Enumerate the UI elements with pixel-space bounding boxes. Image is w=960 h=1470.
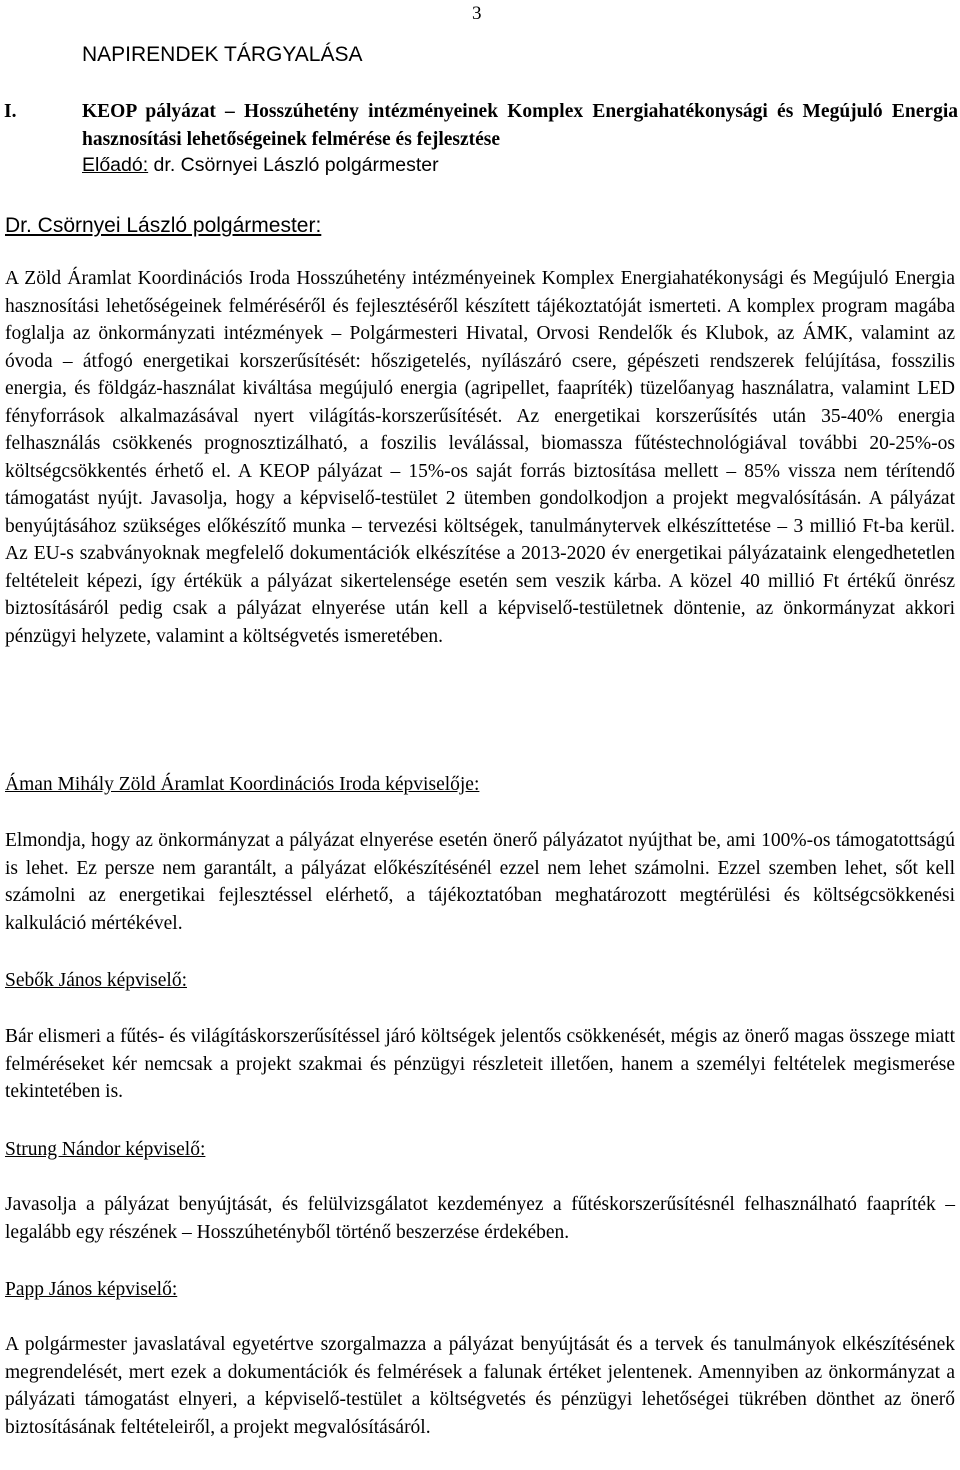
speaker-name: Strung Nándor képviselő:	[5, 1139, 206, 1160]
speaker-name: Sebők János képviselő:	[5, 970, 187, 991]
speaker-name: Dr. Csörnyei László polgármester:	[5, 214, 322, 237]
page-number: 3	[472, 3, 482, 24]
speech-paragraph: Elmondja, hogy az önkormányzat a pályázat elnyerése esetén önerő pályázatot nyújthat be, ami 100%-os támogatottságú is lehet. Ez persze nem garantált, a pályázat előkészítésénél ezzel nem lehet számolni. Ezzel szemben lehet, sőt kell számolni az energetikai fejlesztéssel elérhető, a tájékoztatóban meghatározott megtérülési és költségcsökkenési kalkuláció mértékével.	[5, 830, 955, 934]
speech-paragraph: A polgármester javaslatával egyetértve szorgalmazza a pályázat benyújtását és a tervek és tanulmányok elkészítésének megrendelését, mert ezek a dokumentációk és felmérések a falunak értéket jelentenek. Amennyiben az önkormányzat a pályázati támogatást elnyeri, a képviselő-testület a költségvetés és pénzügyi lehetőségei tükrében dönthet az önerő biztosításának feltételeiről, a projekt megvalósításáról.	[5, 1334, 955, 1438]
speech-paragraph: A Zöld Áramlat Koordinációs Iroda Hosszúhetény intézményeinek Komplex Energiahatékonysági és Megújuló Energia hasznosítási lehetőségeinek felméréséről és fejlesztéséről készített tájékoztatóját ismerteti. A komplex program magába foglalja az önkormányzati intézmények – Polgármesteri Hivatal, Orvosi Rendelők és Klubok, az ÁMK, valamint az óvoda – átfogó energetikai korszerűsítését: hőszigetelés, nyílászáró csere, gépészeti rendszerek felújítása, fosszilis energia, és földgáz-használat kiváltása megújuló energia (agripellet, faapríték) tüzelőanyag használatra, valamint LED fényforrások alkalmazásával nyert világítás-korszerűsítését. Az energetikai korszerűsítés után 35-40% energia felhasználás csökkenés prognosztizálható, a foszilis leválással, biomassza fűtéstechnológiával további 20-25%-os költségcsökkentés érhető el. A KEOP pályázat – 15%-os saját forrás biztosítása mellett – 85% vissza nem térítendő támogatást nyújt. Javasolja, hogy a képviselő-testület 2 ütemben gondolkodjon a projekt megvalósításán. A pályázat benyújtásához szükséges előkészítő munka – tervezési költségek, tanulmánytervek elkészíttetése – 3 millió Ft-ba kerül. Az EU-s szabványoknak megfelelő dokumentációk elkészítése a 2013-2020 év energetikai pályázataink elengedhetetlen feltételeit képezi, így értékük a pályázat sikertelensége esetén sem veszik kárba. A közel 40 millió Ft értékű önrész biztosításáról pedig csak a pályázat elnyerése után kell a képviselő-testületnek döntenie, az önkormányzat akkori pénzügyi helyzete, valamint a költségvetés ismeretében.	[5, 268, 955, 647]
presenter-line	[82, 152, 439, 180]
presenter-label: Előadó:	[82, 154, 149, 176]
speaker-name: Papp János képviselő:	[5, 1279, 178, 1300]
speech-paragraph: Bár elismeri a fűtés- és világításkorszerűsítéssel járó költségek jelentős csökkenését, mégis az önerő magas összege miatt felméréseket kér nemcsak a projekt szakmai és pénzügyi részleteit illetően, hanem a személyi feltételek megismerése tekintetében is.	[5, 1026, 955, 1102]
speech-paragraph: Javasolja a pályázat benyújtását, és felülvizsgálatot kezdeményez a fűtéskorszerűsítésnél felhasználható faapríték – legalább egy részének – Hosszúhetényből történő beszerzése érdekében.	[5, 1194, 955, 1243]
agenda-item-title: KEOP pályázat – Hosszúhetény intézményeinek Komplex Energiahatékonysági és Megújuló Energia hasznosítási lehetőségeinek felmérése és fejlesztése	[82, 101, 958, 150]
agenda-item-number: I.	[4, 101, 17, 122]
speaker-name: Áman Mihály Zöld Áramlat Koordinációs Iroda képviselője:	[5, 774, 480, 795]
agenda-heading: NAPIRENDEK TÁRGYALÁSA	[82, 43, 363, 66]
presenter-name: dr. Csörnyei László polgármester	[148, 154, 439, 176]
